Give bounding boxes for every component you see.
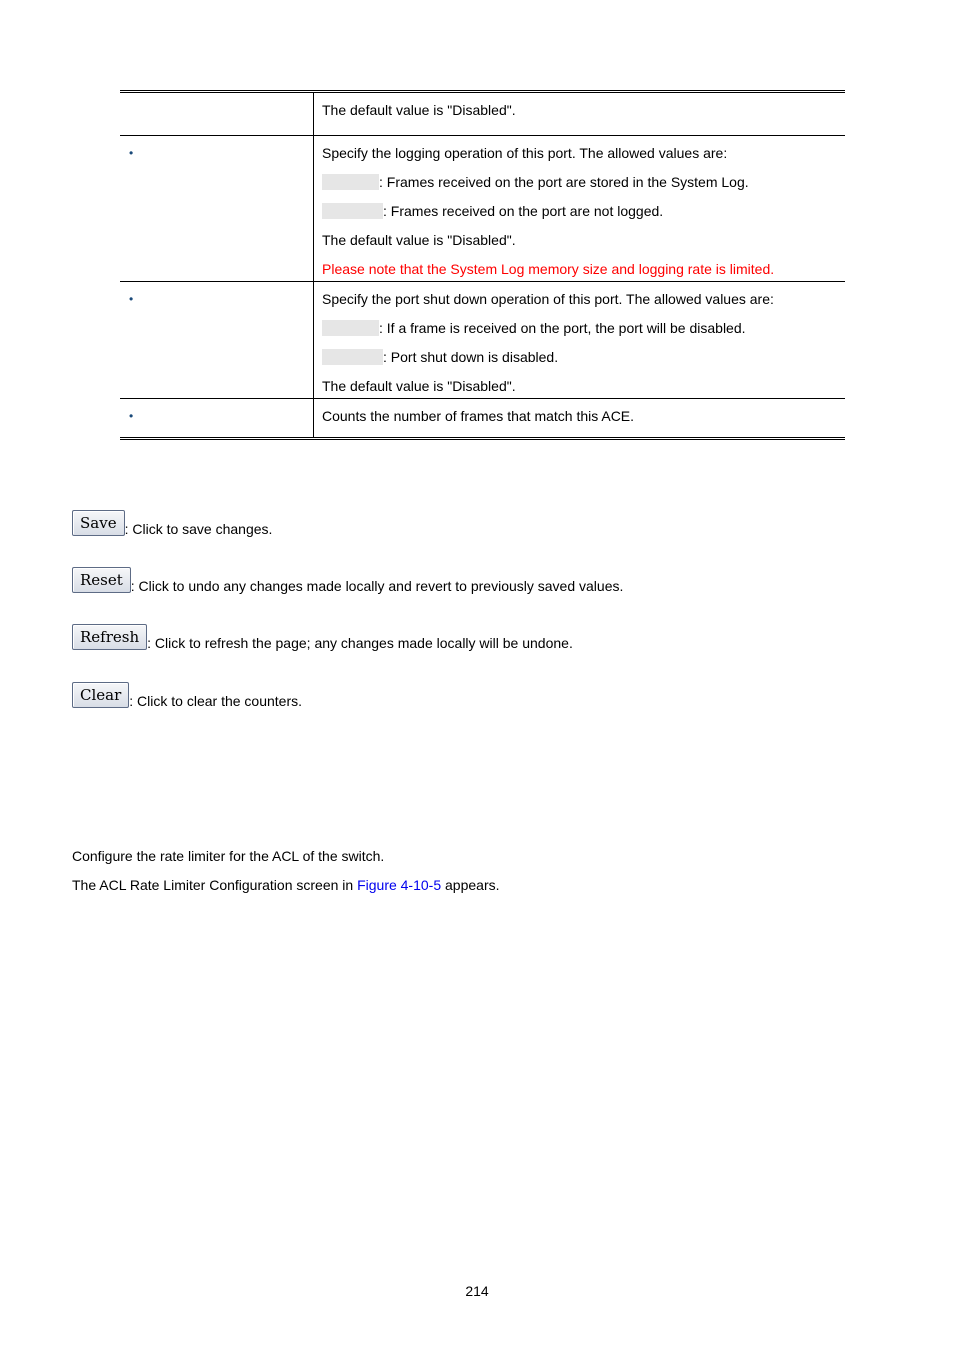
option-description: : Frames received on the port are not logged.: [383, 203, 664, 219]
table-row: [120, 93, 845, 135]
reset-button-description: : Click to undo any changes made locally and revert to previously saved values.: [130, 578, 624, 594]
option-line: [322, 173, 845, 191]
default-value-text: The default value is "Disabled".: [322, 102, 516, 118]
option-value-placeholder: [322, 203, 383, 219]
clear-button-line: [72, 682, 302, 708]
clear-button[interactable]: Clear: [72, 682, 129, 708]
save-button-description: : Click to save changes.: [124, 521, 273, 537]
option-description: : Port shut down is disabled.: [383, 349, 559, 365]
refresh-button-description: : Click to refresh the page; any changes made locally will be undone.: [147, 635, 573, 651]
reset-button[interactable]: Reset: [72, 567, 131, 593]
default-value-text: The default value is "Disabled".: [322, 378, 516, 394]
option-value-placeholder: [322, 349, 383, 365]
description-intro: Specify the port shut down operation of this port. The allowed values are:: [322, 291, 774, 307]
section-figure-reference: [72, 876, 500, 894]
parameter-name-cell: [120, 399, 314, 437]
parameter-name-cell: [120, 136, 314, 281]
bullet-icon: •: [129, 409, 134, 423]
warning-note: Please note that the System Log memory size and logging rate is limited.: [322, 261, 775, 277]
refresh-button-line: [72, 624, 573, 650]
description-cell: [314, 136, 845, 281]
option-description: : If a frame is received on the port, the port will be disabled.: [379, 320, 746, 336]
figure-link[interactable]: Figure 4-10-5: [357, 877, 442, 893]
page-number: 214: [465, 1283, 489, 1299]
save-button-line: [72, 510, 272, 536]
option-line: [322, 348, 845, 366]
parameter-name-cell: [120, 93, 314, 135]
description-intro: Specify the logging operation of this port. The allowed values are:: [322, 145, 728, 161]
figure-ref-suffix: appears.: [441, 877, 500, 893]
description-cell: [314, 399, 845, 437]
table-row: [120, 135, 845, 281]
option-value-placeholder: [322, 174, 379, 190]
clear-button-description: : Click to clear the counters.: [129, 693, 303, 709]
description-intro: Counts the number of frames that match this ACE.: [322, 408, 635, 424]
save-button[interactable]: Save: [72, 510, 125, 536]
table-row: [120, 398, 845, 437]
section-intro: Configure the rate limiter for the ACL of the switch.: [72, 848, 385, 864]
bullet-icon: •: [129, 292, 134, 306]
option-value-placeholder: [322, 320, 379, 336]
bullet-icon: •: [129, 146, 134, 160]
reset-button-line: [72, 567, 623, 593]
figure-ref-prefix: The ACL Rate Limiter Configuration screen in: [72, 877, 358, 893]
description-cell: [314, 282, 845, 398]
parameter-description-table: [120, 90, 845, 440]
option-line: [322, 202, 845, 220]
default-value-text: The default value is "Disabled".: [322, 232, 516, 248]
refresh-button[interactable]: Refresh: [72, 624, 147, 650]
table-row: [120, 281, 845, 398]
option-description: : Frames received on the port are stored in the System Log.: [379, 174, 749, 190]
parameter-name-cell: [120, 282, 314, 398]
option-line: [322, 319, 845, 337]
description-cell: [314, 93, 845, 135]
